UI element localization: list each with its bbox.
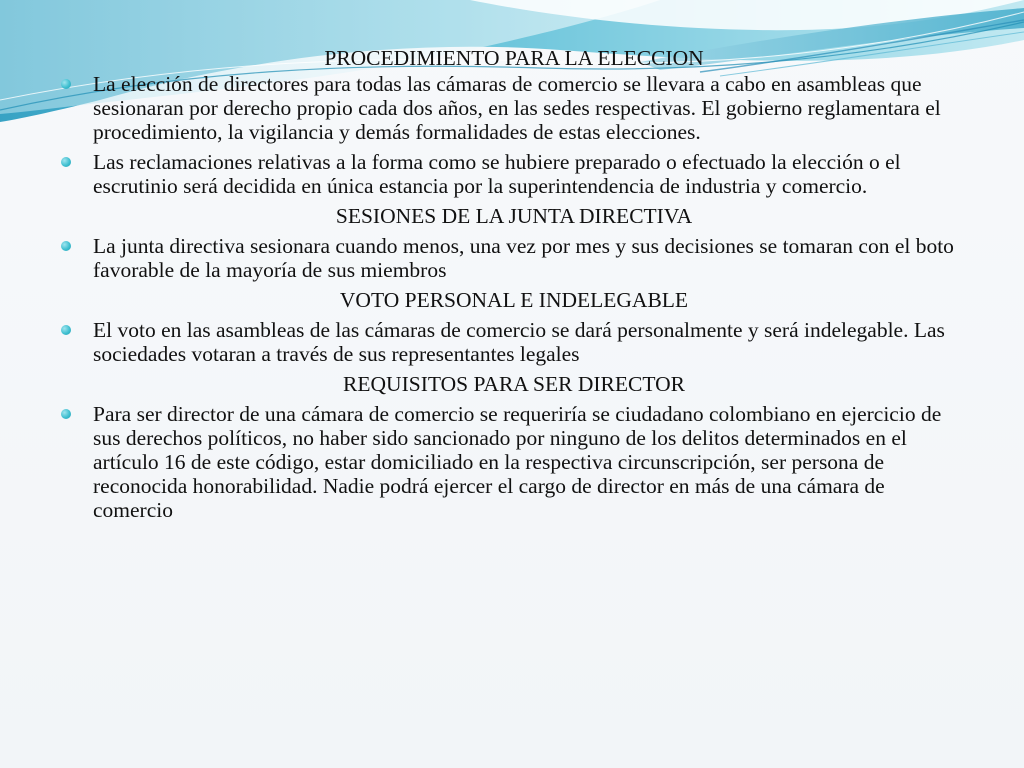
section-heading-voto: VOTO PERSONAL E INDELEGABLE [339,288,689,312]
bullet-dot-icon [61,241,71,251]
bullet-item [58,72,970,144]
bullet-item [58,402,970,522]
bullet-list [58,318,970,366]
section-heading-requisitos: REQUISITOS PARA SER DIRECTOR [343,372,685,396]
section-heading-sesiones: SESIONES DE LA JUNTA DIRECTIVA [335,204,693,228]
bullet-text: Para ser director de una cámara de comercio se requeriría se ciudadano colombiano en ejercicio de sus derechos políticos, no haber sido sancionado por ninguno de los delitos determinados en el artículo 16 de este código, estar domiciliado en la respectiva circunscripción, ser persona de reconocida honorabilidad. Nadie podrá ejercer el cargo de director en más de una cámara de comercio [93,402,942,522]
bullet-dot-icon [61,79,71,89]
bullet-item [58,150,970,198]
bullet-text: La junta directiva sesionara cuando menos, una vez por mes y sus decisiones se tomaran con el boto favorable de la mayoría de sus miembros [93,234,954,282]
bullet-dot-icon [61,157,71,167]
section-heading-procedimiento: PROCEDIMIENTO PARA LA ELECCION [324,46,704,70]
bullet-dot-icon [61,325,71,335]
bullet-text: Las reclamaciones relativas a la forma como se hubiere preparado o efectuado la elección o el escrutinio será decidida en única estancia por la superintendencia de industria y comercio. [93,150,901,198]
bullet-text: La elección de directores para todas las cámaras de comercio se llevara a cabo en asambleas que sesionaran por derecho propio cada dos años, en las sedes respectivas. El gobierno reglamentara el procedimiento, la vigilancia y demás formalidades de estas elecciones. [93,72,941,144]
bullet-list [58,72,970,198]
slide-content [58,46,970,522]
bullet-list [58,402,970,522]
bullet-item [58,234,970,282]
bullet-text: El voto en las asambleas de las cámaras de comercio se dará personalmente y será indelegable. Las sociedades votaran a través de sus representantes legales [93,318,945,366]
bullet-dot-icon [61,409,71,419]
bullet-list [58,234,970,282]
bullet-item [58,318,970,366]
